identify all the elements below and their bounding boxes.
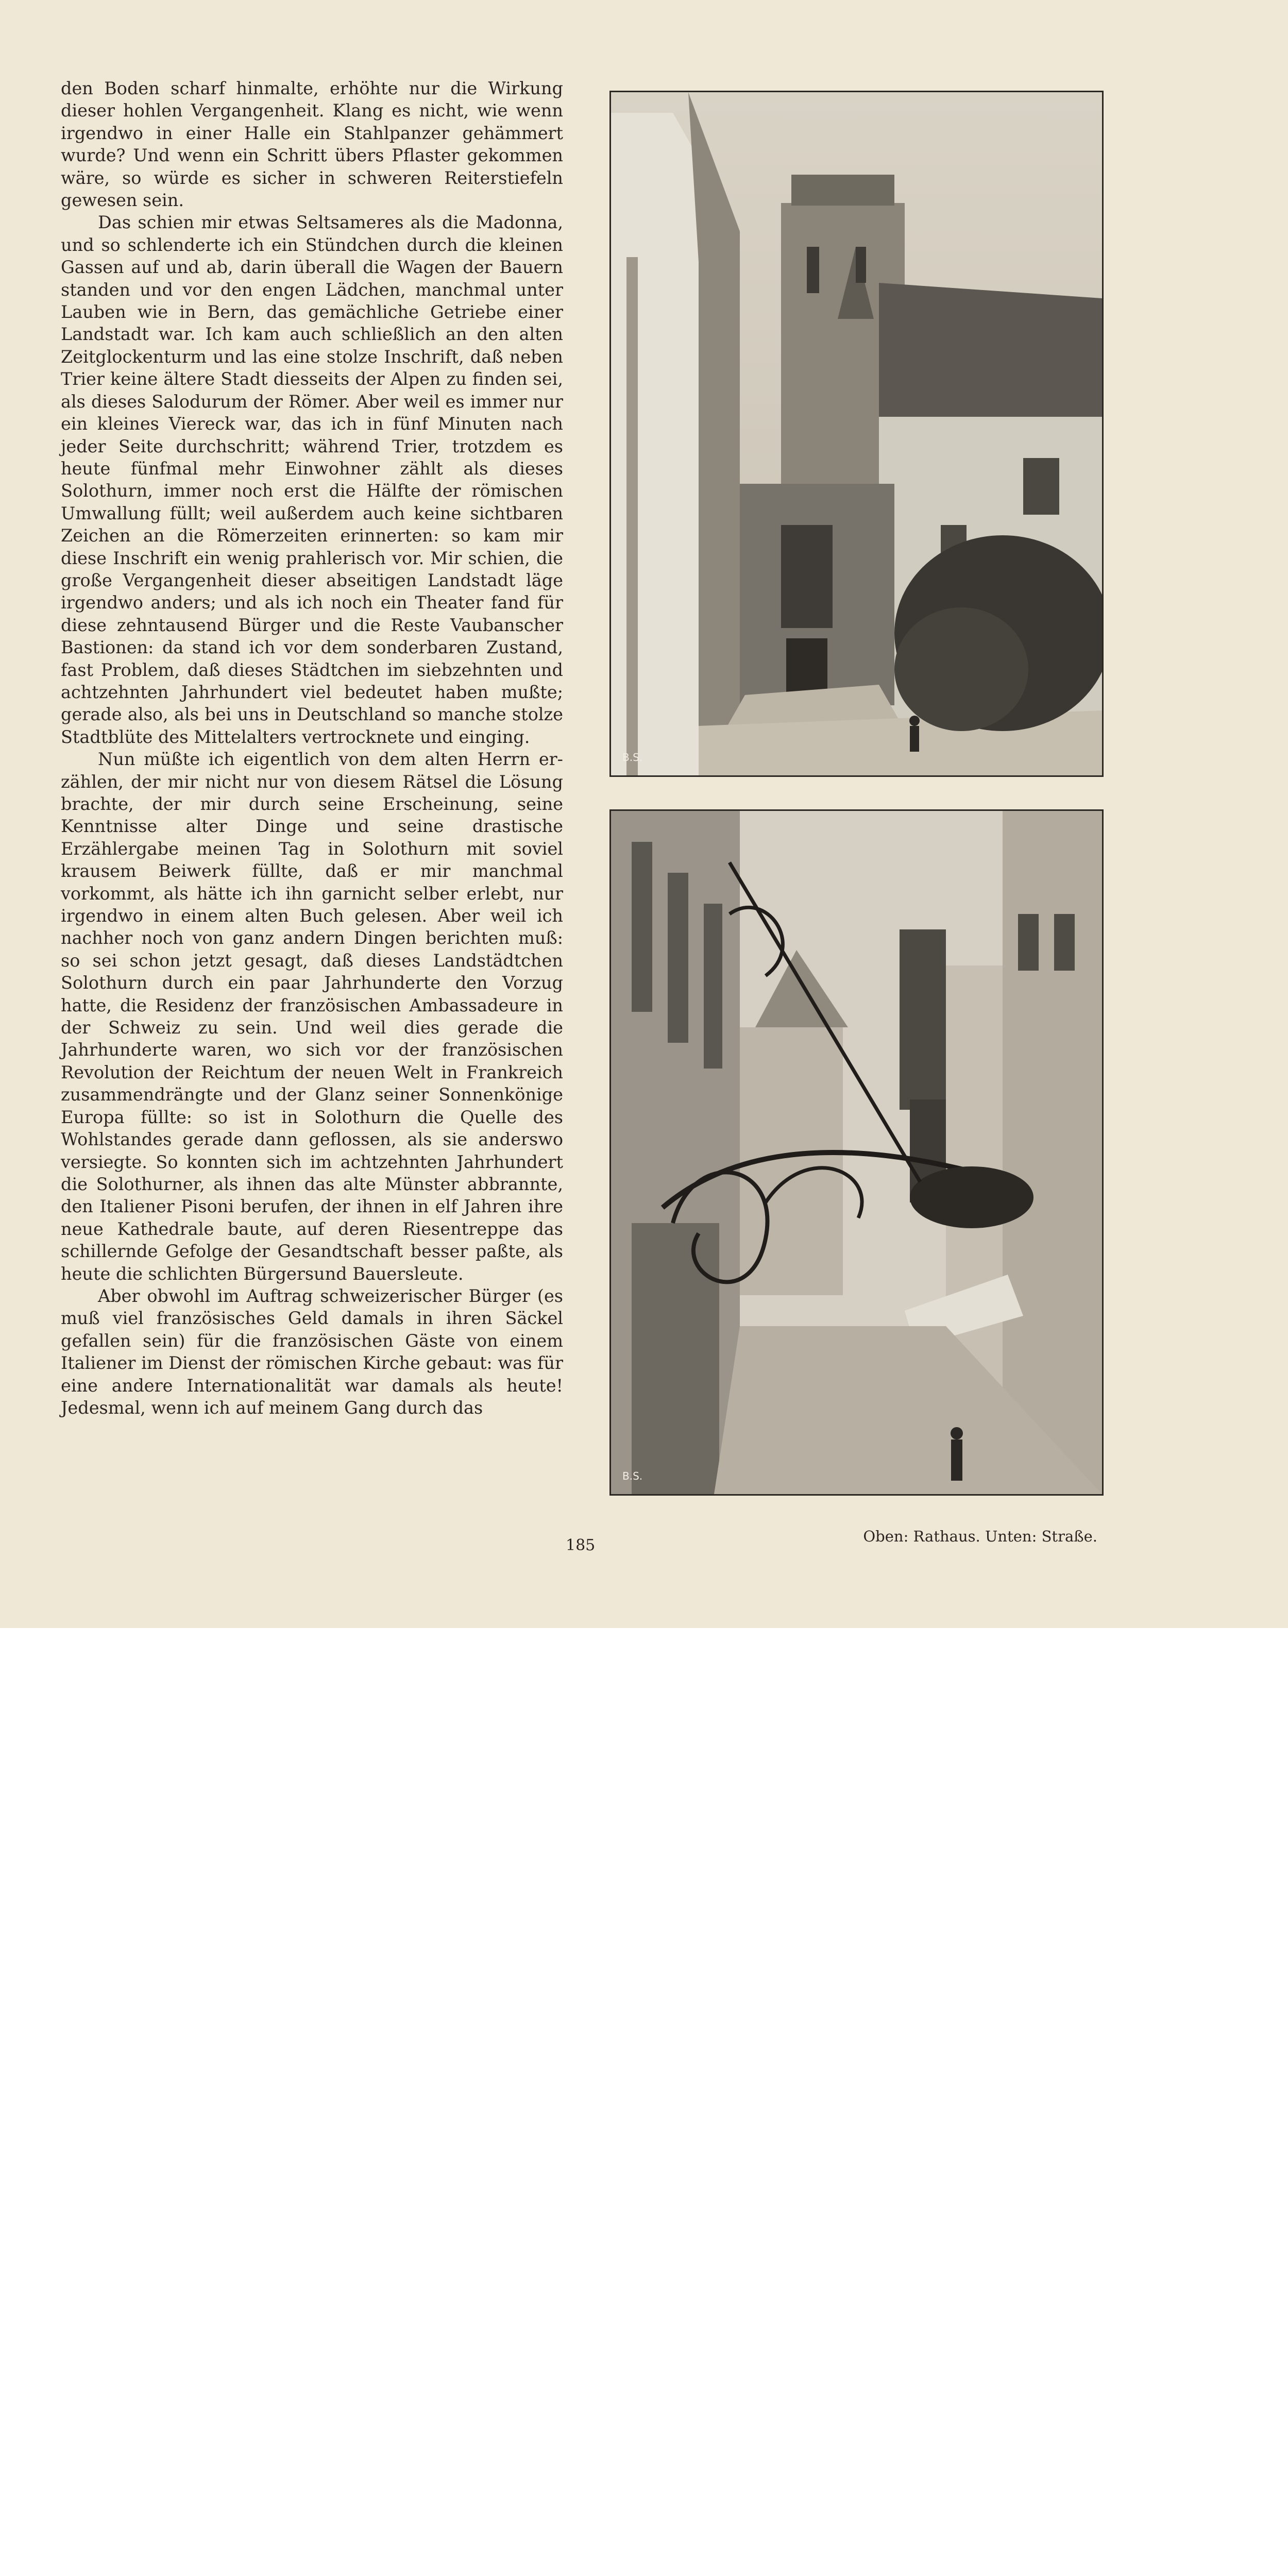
article-text — [61, 77, 563, 1419]
paragraph-2: Das schien mir etwas Seltsameres als die Madonna, und so schlenderte ich ein Stündchen durch die kleinen Gassen auf und ab, darin überall die Wagen der Bauern standen und vor den engen Lädchen, manchmal unter Lauben wie in Bern, das gemächliche Getriebe einer Landstadt war. Ich kam auch schließlich an den alten Zeitglockenturm und las eine stolze Inschrift, daß neben Trier keine ältere Stadt diesseits der Alpen zu finden sei, als dieses Salodurum der Römer. Aber weil es immer nur ein kleines Viereck war, das ich in fünf Minuten nach jeder Seite durchschritt; während Trier, trotzdem es heute fünfmal mehr Einwohner zählt als dieses Solothurn, immer noch erst die Hälfte der römischen Umwallung füllt; weil außerdem auch keine sichtbaren Zeichen an die Römerzeiten erinnerten: so kam mir diese Inschrift ein wenig prahlerisch vor. Mir schien, die große Vergangenheit dieser abseitigen Landstadt läge irgendwo anders; und als ich noch ein Theater fand für diese zehntausend Bürger und die Reste Vaubanscher Bastionen: da stand ich vor dem sonderbaren Zustand, fast Problem, daß dieses Städtchen im siebzehnten und achtzehnten Jahrhundert viel bedeutet haben mußte; gerade also, als bei uns in Deutschland so manche stolze Stadtblüte des Mittelalters vertrocknete und einging. — [61, 212, 563, 747]
paragraph-3: Nun müßte ich eigentlich von dem alten Herrn erzählen, der mir nicht nur von diesem Rätsel die Lösung brachte, der mir durch seine Erscheinung, seine Kenntnisse alter Dinge und seine drastische Erzählergabe meinen Tag in Solothurn mit soviel krausem Beiwerk füllte, daß er mir manchmal vorkommt, als hätte ich ihn garnicht selber erlebt, nur irgendwo in einem alten Buch gelesen. Aber weil ich nachher noch von ganz andern Dingen berichten muß: so sei schon jetzt gesagt, daß dieses Landstädtchen Solothurn durch ein paar Jahrhunderte den Vorzug hatte, die Residenz der französischen Ambassadeure in der Schweiz zu sein. Und weil dies gerade die Jahrhunderte waren, wo sich vor der französischen Revolution der Reichtum der neuen Welt in Frankreich zusammendrängte und der Glanz seiner Sonnenkönige Europa füllte: so ist in Solothurn die Quelle des Wohlstandes gerade dann geflossen, als sie anderswo versiegte. So konnten sich im achtzehnten Jahrhundert die Solothurner, als ihnen das alte Münster abbrannte, den Italiener Pisoni berufen, der ihnen in elf Jahren ihre neue Kathedrale baute, auf deren Riesentreppe das schillernde Gefolge der Gesandtschaft besser paßte, als heute die schlichten Bürgersund Bauersleute. — [61, 749, 563, 1284]
paragraph-4: Aber obwohl im Auftrag schweizerischer Bürger (es muß viel französisches Geld damals in ihren Säckel gefallen sein) für die französischen Gäste von einem Italiener im Dienst der römischen Kirche gebaut: was für eine andere Internationalität war damals als heute! Jedesmal, wenn ich auf meinem Gang durch das — [61, 1285, 563, 1418]
paragraph-1: den Boden scharf hinmalte, erhöhte nur die Wirkung dieser hohlen Vergangenheit. Klang es nicht, wie wenn irgendwo in einer Halle ein Stahlpanzer gehämmert wurde? Und wenn ein Schritt übers Pflaster gekommen wäre, so würde es sicher in schweren Reiterstiefeln gewesen sein. — [61, 78, 563, 211]
photo-caption: Oben: Rathaus. Unten: Straße. — [863, 1528, 1097, 1545]
photo-monogram-bottom: B.S. — [622, 1470, 643, 1482]
rathaus-illustration — [611, 92, 1102, 775]
photo-monogram-top: B.S. — [622, 751, 643, 764]
strasse-illustration — [611, 811, 1102, 1494]
photo-strasse — [609, 809, 1104, 1496]
digitization-footer — [0, 1628, 1288, 1750]
page-number: 185 — [566, 1536, 596, 1554]
photo-rathaus — [609, 91, 1104, 777]
